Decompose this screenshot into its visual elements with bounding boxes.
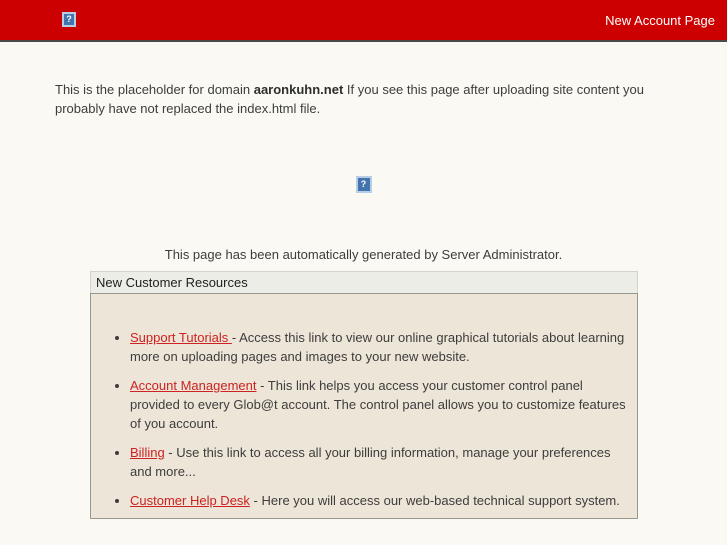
billing-link[interactable]: Billing [130, 445, 165, 460]
broken-image-icon: ? [356, 176, 372, 193]
intro-before-domain: This is the placeholder for domain [55, 82, 254, 97]
main-content [0, 80, 727, 519]
resources-box-body [90, 293, 638, 519]
list-item [130, 328, 630, 366]
support-tutorials-link[interactable]: Support Tutorials [130, 330, 232, 345]
resources-box-title: New Customer Resources [90, 271, 638, 293]
new-customer-resources-box [90, 271, 638, 519]
page-title: New Account Page [605, 13, 715, 28]
account-management-link[interactable]: Account Management [130, 378, 257, 393]
list-item-text: - Access this link to view our online graphical tutorials about learning more on uploading pages and images to your new website. [130, 330, 625, 364]
list-item [130, 491, 630, 510]
header-bar [0, 0, 727, 42]
customer-help-desk-link[interactable]: Customer Help Desk [130, 493, 250, 508]
center-image-row [0, 176, 727, 193]
intro-after-domain: If you see this page after uploading site content you probably have not replaced the index.html file. [55, 82, 644, 116]
generated-note: This page has been automatically generated by Server Administrator. [164, 247, 563, 262]
placeholder-intro-text [55, 80, 645, 118]
domain-name: aaronkuhn.net [253, 82, 344, 97]
broken-image-icon: ? [62, 12, 76, 27]
list-item-text: - Use this link to access all your billing information, manage your preferences and more... [130, 445, 611, 479]
list-item [130, 376, 630, 433]
list-item-text: - Here you will access our web-based technical support system. [249, 493, 620, 508]
list-item-text: - This link helps you access your customer control panel provided to every Glob@t account. The control panel allows you to customize features of you account. [130, 378, 626, 431]
resources-list [96, 328, 632, 510]
list-item [130, 443, 630, 481]
